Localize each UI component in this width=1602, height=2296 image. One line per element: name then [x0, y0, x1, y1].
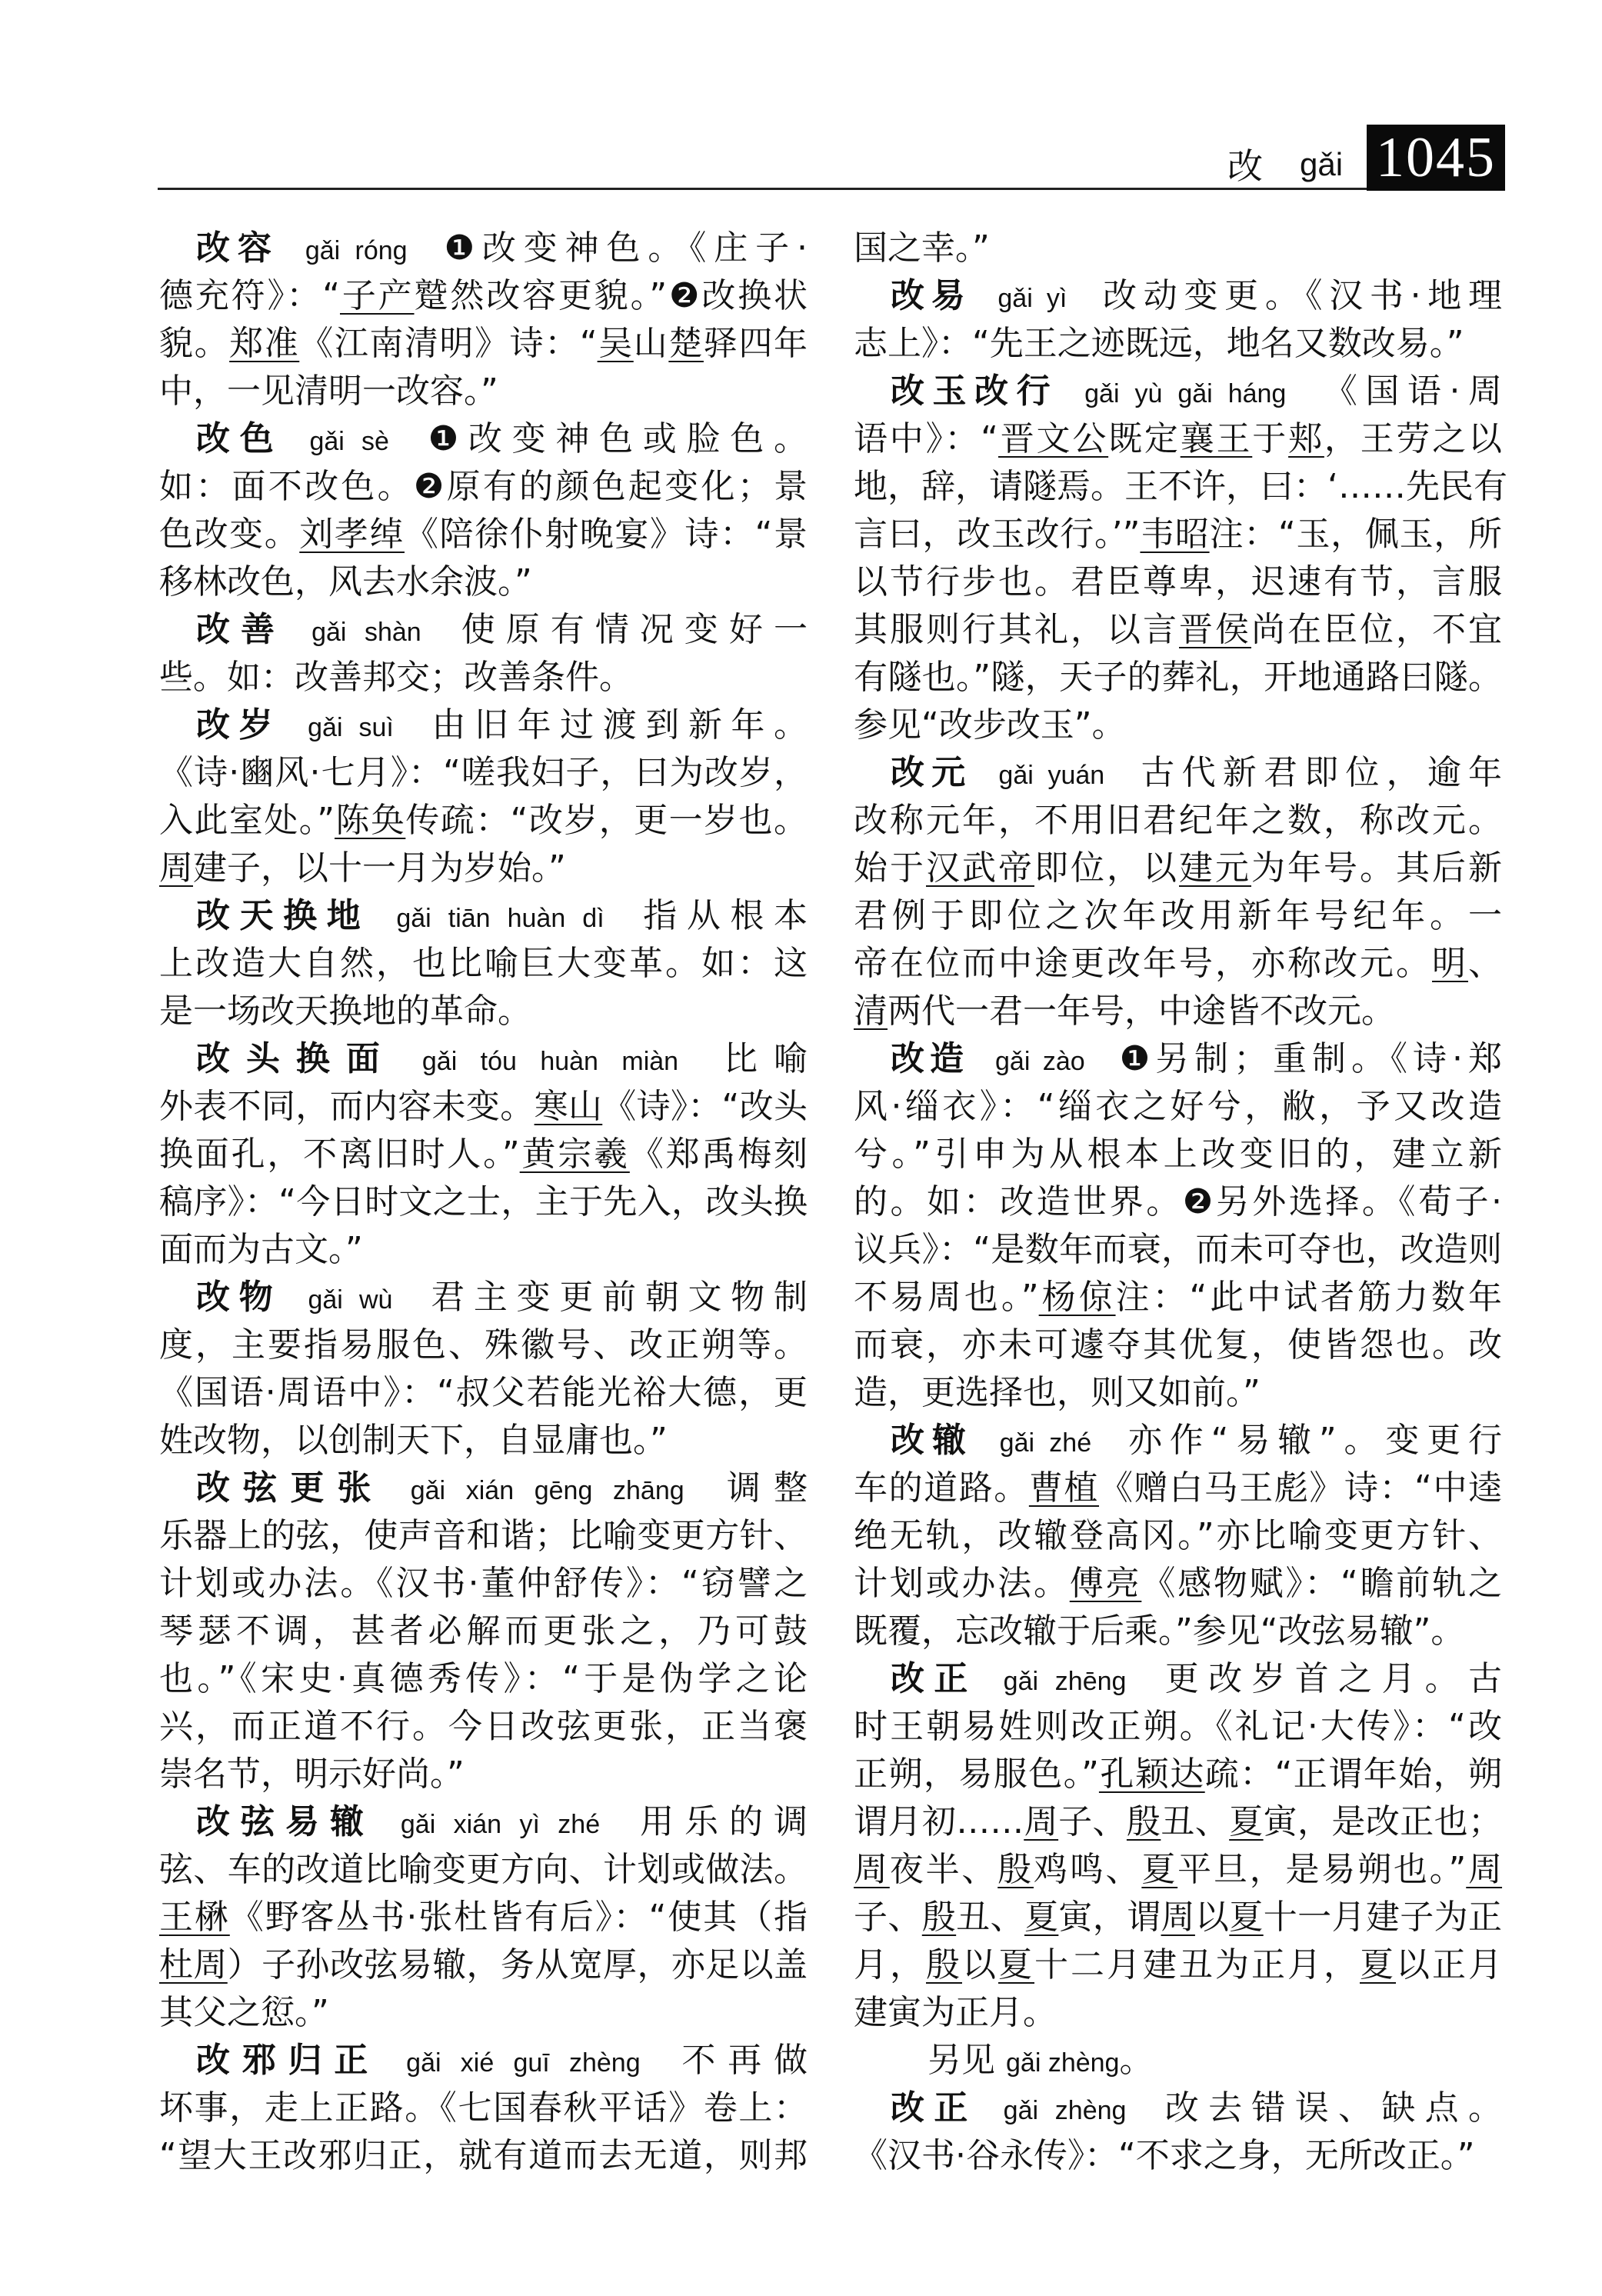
- header-rule: [158, 188, 1367, 190]
- definition-text: 调整: [713, 1468, 808, 1508]
- definition-text: 夜半、: [889, 1850, 998, 1889]
- definition-text: 以正月: [1396, 1945, 1502, 1984]
- definition-text: 计划或办法。《汉书·董仲舒传》：“窃譬之: [159, 1564, 808, 1603]
- headword-pinyin: gǎi sè: [309, 427, 389, 456]
- text-line: [854, 797, 1502, 845]
- headword: 改弦易辙: [196, 1802, 375, 1841]
- text-line: [854, 1226, 1502, 1274]
- definition-text: 正朔，易服色。”: [854, 1754, 1099, 1794]
- text-line: [854, 1131, 1502, 1178]
- proper-name: 杜周: [159, 1945, 228, 1984]
- definition-text: 古代新君即位，逾年: [1134, 753, 1503, 792]
- proper-name: 周: [1024, 1802, 1059, 1841]
- definition-text: 比喻: [708, 1039, 808, 1078]
- text-line: [159, 797, 808, 845]
- text-line: [854, 1465, 1502, 1512]
- text-line: [159, 1989, 808, 2037]
- definition-text: 外表不同，而内容未变。: [159, 1087, 535, 1126]
- text-line: [159, 892, 808, 940]
- definition-text: 时王朝易姓则改正朔。《礼记·大传》：“改: [854, 1707, 1502, 1746]
- headword-pinyin: gǎi róng: [305, 236, 408, 265]
- dictionary-entry: [854, 2084, 1502, 2180]
- definition-text: ❶改变神色。《庄子·: [436, 228, 808, 268]
- definition-text: 改动变更。《汉书·地理: [1096, 276, 1502, 315]
- definition-text: 注：“此中试者筋力数年: [1115, 1278, 1503, 1317]
- text-line: [159, 940, 808, 988]
- definition-text: 尚在臣位，不宜: [1251, 610, 1502, 649]
- text-line: [854, 1321, 1502, 1369]
- definition-text: 传疏：“改岁，更一岁也。: [405, 801, 808, 840]
- dictionary-entry: [159, 1798, 808, 2037]
- left-column: [159, 225, 808, 2180]
- text-line: [854, 1083, 1502, 1131]
- proper-name: 殷: [926, 1945, 962, 1984]
- definition-text: 十二月建丑为正月，: [1034, 1945, 1360, 1984]
- definition-text: 《感物赋》：“瞻前轨之: [1141, 1564, 1502, 1603]
- definition-text: 也。”《宋史·真德秀传》：“于是伪学之论: [159, 1659, 808, 1698]
- text-line: [854, 1703, 1502, 1751]
- text-line: [854, 1846, 1502, 1894]
- headword: 改善: [196, 610, 286, 649]
- proper-name: 曹植: [1028, 1468, 1099, 1508]
- definition-text: 国之幸。”: [854, 228, 990, 268]
- definition-text: 用乐的调: [629, 1802, 808, 1841]
- definition-text: 言曰，改玉改行。’”: [854, 515, 1141, 554]
- text-line: [159, 1560, 808, 1608]
- definition-text: 参见“改步改玉”。: [854, 705, 1126, 745]
- text-line: [854, 1035, 1502, 1083]
- text-line: [854, 892, 1502, 940]
- headword: 改色: [196, 419, 284, 458]
- definition-text: 蹵然改容更貌。”❷改换状: [414, 276, 808, 315]
- proper-name: 楚: [668, 324, 704, 363]
- text-line: [159, 1512, 808, 1560]
- definition-text: 地，辞，请隧焉。王不许，曰：‘……先民有: [854, 467, 1507, 506]
- headword-pinyin: gǎi zào: [995, 1047, 1085, 1076]
- definition-text: 德充符》：“: [159, 276, 340, 315]
- definition-text: 坏事，走上正路。《七国春秋平话》卷上：: [159, 2088, 808, 2128]
- definition-text: 既定: [1108, 419, 1181, 458]
- headword: 改正: [891, 2088, 978, 2128]
- headword-pinyin: gǎi wù: [308, 1285, 393, 1315]
- text-line: [159, 225, 808, 272]
- text-line: [854, 558, 1502, 606]
- definition-text: 兴，而正道不行。今日改弦更张，正当褒: [159, 1707, 808, 1746]
- proper-name: 晋文公: [998, 419, 1109, 458]
- text-line: [159, 1321, 808, 1369]
- text-line: [159, 1131, 808, 1178]
- headword-pinyin: gǎi xián yì zhé: [400, 1810, 601, 1839]
- definition-text: 其父之愆。”: [159, 1993, 329, 2032]
- proper-name: 汉武帝: [926, 848, 1034, 888]
- definition-text: 始于: [854, 848, 926, 888]
- text-line: [854, 1274, 1502, 1321]
- proper-name: 清: [854, 991, 888, 1031]
- definition-text: 如：面不改色。❷原有的颜色起变化；景: [159, 467, 808, 506]
- definition-text: 崇名节，明示好尚。”: [159, 1754, 465, 1794]
- definition-text: 《野客丛书·张杜皆有后》：“使其（指: [229, 1898, 808, 1937]
- definition-text: 《江南清明》诗：“: [299, 324, 598, 363]
- text-line: [854, 1369, 1502, 1417]
- text-line: [854, 415, 1502, 463]
- headword-pinyin: gǎi suì: [308, 713, 394, 742]
- definition-text: 寅，是改正也；: [1263, 1802, 1503, 1841]
- definition-text: 兮。”引申为从根本上改变旧的，建立新: [854, 1135, 1502, 1174]
- definition-text: 议兵》：“是数年而衰，而未可夺也，改造则: [854, 1230, 1502, 1269]
- definition-text: 《国语·周: [1315, 372, 1502, 411]
- text-line: [159, 1751, 808, 1798]
- definition-text: “望大王改邪归正，就有道而去无道，则邦: [159, 2136, 808, 2175]
- definition-text: ）子孙改弦易辙，务从宽厚，亦足以盖: [227, 1945, 808, 1984]
- proper-name: 殷: [998, 1850, 1034, 1889]
- text-line: [854, 225, 1502, 272]
- definition-text: 帝在位而中途更改年号，亦称改元。: [854, 944, 1432, 983]
- proper-name: 孔颖达: [1098, 1754, 1205, 1794]
- headword: 改头换面: [196, 1039, 396, 1078]
- text-line: [159, 1083, 808, 1131]
- text-line: [854, 749, 1502, 797]
- definition-text: 平旦，是易朔也。”: [1177, 1850, 1467, 1889]
- dictionary-entry: [159, 606, 808, 701]
- text-line: [159, 1846, 808, 1894]
- text-line: [854, 1512, 1502, 1560]
- definition-text: 弦、车的改道比喻变更方向、计划或做法。: [159, 1850, 808, 1889]
- headword-pinyin: gǎi tiān huàn dì: [396, 904, 604, 933]
- definition-text: 计划或办法。: [854, 1564, 1070, 1603]
- dictionary-entry: [854, 1655, 1502, 2084]
- headword-pinyin: gǎi yì: [998, 284, 1067, 313]
- dictionary-entry: [159, 1035, 808, 1274]
- text-line: [854, 1798, 1502, 1846]
- headword-pinyin: gǎi shàn: [311, 618, 421, 647]
- definition-text: 建寅为正月。: [854, 1993, 1057, 2032]
- definition-text: ，王劳之以: [1324, 419, 1503, 458]
- definition-text: 君例于即位之次年改用新年号纪年。一: [854, 896, 1502, 935]
- text-line: [159, 1035, 808, 1083]
- definition-text: 琴瑟不调，甚者必解而更张之，乃可鼓: [159, 1611, 808, 1651]
- text-line: [159, 2037, 808, 2084]
- text-line: [854, 1178, 1502, 1226]
- proper-name: 陈奂: [335, 801, 406, 840]
- text-line: [159, 701, 808, 749]
- see-also-pinyin: gǎi zhèng: [1006, 2048, 1120, 2078]
- text-line: [159, 1417, 808, 1465]
- headword: 改容: [196, 228, 279, 268]
- text-line: [854, 2084, 1502, 2132]
- definition-text: 鸡鸣、: [1033, 1850, 1142, 1889]
- proper-name: 夏: [1229, 1802, 1264, 1841]
- dictionary-entry: [854, 272, 1502, 368]
- definition-text: 改去错误、缺点。: [1155, 2088, 1503, 2128]
- definition-text: 其服则行其礼，以言: [854, 610, 1179, 649]
- definition-text: 移林改色，风去水余波。”: [159, 562, 532, 601]
- text-line: [159, 463, 808, 511]
- text-line: [854, 511, 1502, 558]
- text-line: [854, 1941, 1502, 1989]
- proper-name: 夏: [1229, 1898, 1264, 1937]
- headword-pinyin: gǎi yù gǎi háng: [1084, 379, 1287, 408]
- text-line: [159, 606, 808, 654]
- text-line: [159, 558, 808, 606]
- definition-text: 由旧年过渡到新年。: [422, 705, 808, 745]
- text-line: [159, 749, 808, 797]
- definition-text: 些。如：改善邦交；改善条件。: [159, 658, 633, 697]
- text-line: [854, 845, 1502, 892]
- text-line: [159, 1941, 808, 1989]
- definition-text: 改称元年，不用旧君纪年之数，称改元。: [854, 801, 1502, 840]
- text-line: [159, 1274, 808, 1321]
- entry-continuation: [854, 225, 1502, 272]
- definition-text: 《诗·豳风·七月》：“嗟我妇子，曰为改岁，: [159, 753, 808, 792]
- definition-text: 《国语·周语中》：“叔父若能光裕大德，更: [159, 1373, 808, 1412]
- definition-text: 姓改物，以创制天下，自显庸也。”: [159, 1421, 668, 1460]
- headword: 改辙: [891, 1421, 974, 1460]
- headword: 改正: [891, 1659, 978, 1698]
- text-line: [854, 654, 1502, 701]
- text-line: [854, 272, 1502, 320]
- text-line: [854, 988, 1502, 1035]
- see-also-end: 。: [1119, 2041, 1154, 2080]
- text-line: [854, 1989, 1502, 2037]
- text-line: [159, 511, 808, 558]
- text-line: [854, 1655, 1502, 1703]
- definition-text: 寅，谓: [1058, 1898, 1161, 1937]
- definition-text: 谓月初……: [854, 1802, 1024, 1841]
- dictionary-entry: [159, 892, 808, 1035]
- definition-text: 《郑禹梅刻: [629, 1135, 808, 1174]
- proper-name: 晋侯: [1179, 610, 1251, 649]
- text-line: [854, 606, 1502, 654]
- text-line: [159, 2132, 808, 2180]
- text-line: [159, 320, 808, 368]
- text-line: [854, 368, 1502, 415]
- proper-name: 傅亮: [1069, 1564, 1142, 1603]
- proper-name: 子产: [340, 276, 415, 315]
- definition-text: 于: [1252, 419, 1289, 458]
- headword: 改岁: [196, 705, 282, 745]
- proper-name: 夏: [1360, 1945, 1396, 1984]
- definition-text: 稿序》：“今日时文之士，主于先入，改头换: [159, 1182, 808, 1221]
- dictionary-entry: [159, 1465, 808, 1798]
- headword-pinyin: gǎi zhèng: [1003, 2096, 1127, 2125]
- text-line: [854, 320, 1502, 368]
- proper-name: 寒山: [534, 1087, 603, 1126]
- dictionary-entry: [854, 1417, 1502, 1655]
- headword: 改天换地: [196, 896, 371, 935]
- proper-name: 郑准: [229, 324, 300, 363]
- dictionary-entry: [854, 368, 1507, 749]
- proper-name: 夏: [1024, 1898, 1059, 1937]
- definition-text: 换面孔，不离旧时人。”: [159, 1135, 520, 1174]
- text-line: [854, 1560, 1502, 1608]
- text-line: [159, 1369, 808, 1417]
- definition-text: 疏：“正谓年始，朔: [1204, 1754, 1503, 1794]
- definition-text: 中，一见清明一改容。”: [159, 372, 498, 411]
- definition-text: 以节行步也。君臣尊卑，迟速有节，言服: [854, 562, 1502, 601]
- definition-text: 丑、: [1161, 1802, 1230, 1841]
- dictionary-entry: [159, 2037, 808, 2180]
- proper-name: 周: [1161, 1898, 1195, 1937]
- definition-text: 的。如：改造世界。❷另外选择。《荀子·: [854, 1182, 1502, 1221]
- proper-name: 建元: [1179, 848, 1251, 888]
- headword: 改弦更张: [196, 1468, 385, 1508]
- dictionary-entry: [159, 225, 808, 415]
- definition-text: 两代一君一年号，中途皆不改元。: [888, 991, 1395, 1031]
- headword: 改物: [196, 1278, 282, 1317]
- headword-pinyin: gǎi zhēng: [1003, 1667, 1127, 1696]
- definition-text: 是一场改天换地的革命。: [159, 991, 531, 1031]
- definition-text: 子、: [1058, 1802, 1127, 1841]
- proper-name: 明: [1432, 944, 1468, 983]
- proper-name: 殷: [1126, 1802, 1161, 1841]
- headword: 改邪归正: [196, 2041, 381, 2080]
- text-line: [159, 1655, 808, 1703]
- definition-text: 乐器上的弦，使声音和谐；比喻变更方针、: [159, 1516, 808, 1555]
- text-line: [159, 1703, 808, 1751]
- proper-name: 周: [1466, 1850, 1503, 1889]
- text-line: [159, 2084, 808, 2132]
- definition-text: 丑、: [956, 1898, 1024, 1937]
- headword-pinyin: gǎi yuán: [998, 761, 1105, 790]
- dictionary-entry: [159, 701, 808, 892]
- see-also-label: 另见: [928, 2041, 1006, 2080]
- definition-text: 而衰，亦未可遽夺其优复，使皆怨也。改: [854, 1325, 1502, 1365]
- definition-text: 色改变。: [159, 515, 300, 554]
- headword: 改易: [891, 276, 972, 315]
- definition-text: 貌。: [159, 324, 230, 363]
- definition-text: 造，更选择也，则又如前。”: [854, 1373, 1261, 1412]
- running-head-character: 改: [1227, 145, 1263, 187]
- text-line: [159, 1798, 808, 1846]
- proper-name: 王楙: [159, 1898, 230, 1937]
- proper-name: 殷: [921, 1898, 957, 1937]
- definition-text: 绝无轨，改辙登高冈。”亦比喻变更方针、: [854, 1516, 1502, 1555]
- headword-pinyin: gǎi xié guī zhèng: [406, 2048, 641, 2078]
- definition-text: 、: [1468, 944, 1502, 983]
- proper-name: 郏: [1288, 419, 1324, 458]
- definition-text: 《诗》：“改头: [602, 1087, 808, 1126]
- definition-text: 君主变更前朝文物制: [421, 1278, 808, 1317]
- text-line: [159, 1608, 808, 1655]
- definition-text: 子、: [854, 1898, 922, 1937]
- definition-text: 上改造大自然，也比喻巨大变革。如：这: [159, 944, 808, 983]
- headword: 改元: [891, 753, 973, 792]
- definition-text: ❶改变神色或脸色。: [418, 419, 808, 458]
- text-line: [159, 368, 808, 415]
- proper-name: 周: [854, 1850, 890, 1889]
- definition-text: 风·缁衣》：“缁衣之好兮，敝，予又改造: [854, 1087, 1502, 1126]
- definition-text: 十一月建子为正: [1263, 1898, 1503, 1937]
- see-also-line: [854, 2037, 1502, 2084]
- definition-text: 《赠白马王彪》诗：“中逵: [1098, 1468, 1503, 1508]
- definition-text: 亦作“易辙”。变更行: [1121, 1421, 1502, 1460]
- text-line: [159, 845, 808, 892]
- definition-text: 语中》：“: [854, 419, 998, 458]
- definition-text: 有隧也。”隧，天子的葬礼，开地通路曰隧。: [854, 658, 1502, 697]
- text-line: [854, 1608, 1502, 1655]
- definition-text: 以: [962, 1945, 998, 1984]
- definition-text: 注：“玉，佩玉，所: [1209, 515, 1503, 554]
- proper-name: 周: [159, 848, 193, 888]
- definition-text: 即位，以: [1034, 848, 1179, 888]
- text-line: [159, 1226, 808, 1274]
- definition-text: 更改岁首之月。古: [1155, 1659, 1503, 1698]
- headword-pinyin: gǎi xián gēng zhāng: [410, 1476, 684, 1505]
- text-line: [159, 1894, 808, 1941]
- headword: 改造: [891, 1039, 969, 1078]
- text-line: [159, 1465, 808, 1512]
- text-line: [854, 2132, 1502, 2180]
- definition-text: 面而为古文。”: [159, 1230, 363, 1269]
- definition-text: 不再做: [669, 2041, 808, 2080]
- text-line: [159, 415, 808, 463]
- definition-text: 车的道路。: [854, 1468, 1029, 1508]
- definition-text: 志上》：“先王之迹既远，地名又数改易。”: [854, 324, 1464, 363]
- definition-text: 使原有情况变好一: [450, 610, 808, 649]
- proper-name: 襄王: [1180, 419, 1253, 458]
- proper-name: 夏: [998, 1945, 1034, 1984]
- definition-text: 月，: [854, 1945, 926, 1984]
- proper-name: 吴: [597, 324, 634, 363]
- definition-text: 入此室处。”: [159, 801, 335, 840]
- text-line: [854, 940, 1502, 988]
- dictionary-entry: [854, 749, 1502, 1035]
- text-line: [854, 463, 1507, 511]
- definition-text: 《汉书·谷永传》：“不求之身，无所改正。”: [854, 2136, 1475, 2175]
- text-line: [854, 701, 1502, 749]
- text-line: [159, 988, 808, 1035]
- definition-text: 驿四年: [703, 324, 808, 363]
- page-number: 1045: [1367, 125, 1505, 191]
- right-column: [854, 225, 1507, 2180]
- headword-pinyin: gǎi tóu huàn miàn: [421, 1047, 679, 1076]
- running-head-pinyin: gǎi: [1300, 146, 1344, 182]
- proper-name: 杨倞: [1038, 1278, 1116, 1317]
- definition-text: 《陪徐仆射晚宴》诗：“景: [404, 515, 808, 554]
- text-line: [159, 1178, 808, 1226]
- proper-name: 韦昭: [1140, 515, 1210, 554]
- dictionary-entry: [159, 415, 808, 606]
- headword-pinyin: gǎi zhé: [999, 1428, 1092, 1458]
- text-line: [854, 1751, 1502, 1798]
- definition-text: 指从根本: [633, 896, 808, 935]
- definition-text: ❶另制；重制。《诗·郑: [1114, 1039, 1503, 1078]
- definition-text: 为年号。其后新: [1251, 848, 1502, 888]
- definition-text: 不易周也。”: [854, 1278, 1039, 1317]
- definition-text: 建子，以十一月为岁始。”: [193, 848, 566, 888]
- headword: 改玉改行: [891, 372, 1059, 411]
- proper-name: 刘孝绰: [299, 515, 405, 554]
- text-line: [159, 654, 808, 701]
- text-line: [854, 1417, 1502, 1465]
- definition-text: 度，主要指易服色、殊徽号、改正朔等。: [159, 1325, 808, 1365]
- definition-text: 以: [1194, 1898, 1230, 1937]
- definition-text: 山: [633, 324, 669, 363]
- proper-name: 夏: [1141, 1850, 1178, 1889]
- definition-text: 既覆，忘改辙于后乘。”参见“改弦易辙”。: [854, 1611, 1465, 1651]
- proper-name: 黄宗羲: [519, 1135, 630, 1174]
- dictionary-entry: [854, 1035, 1502, 1417]
- dictionary-entry: [159, 1274, 808, 1465]
- text-line: [854, 1894, 1502, 1941]
- text-line: [159, 272, 808, 320]
